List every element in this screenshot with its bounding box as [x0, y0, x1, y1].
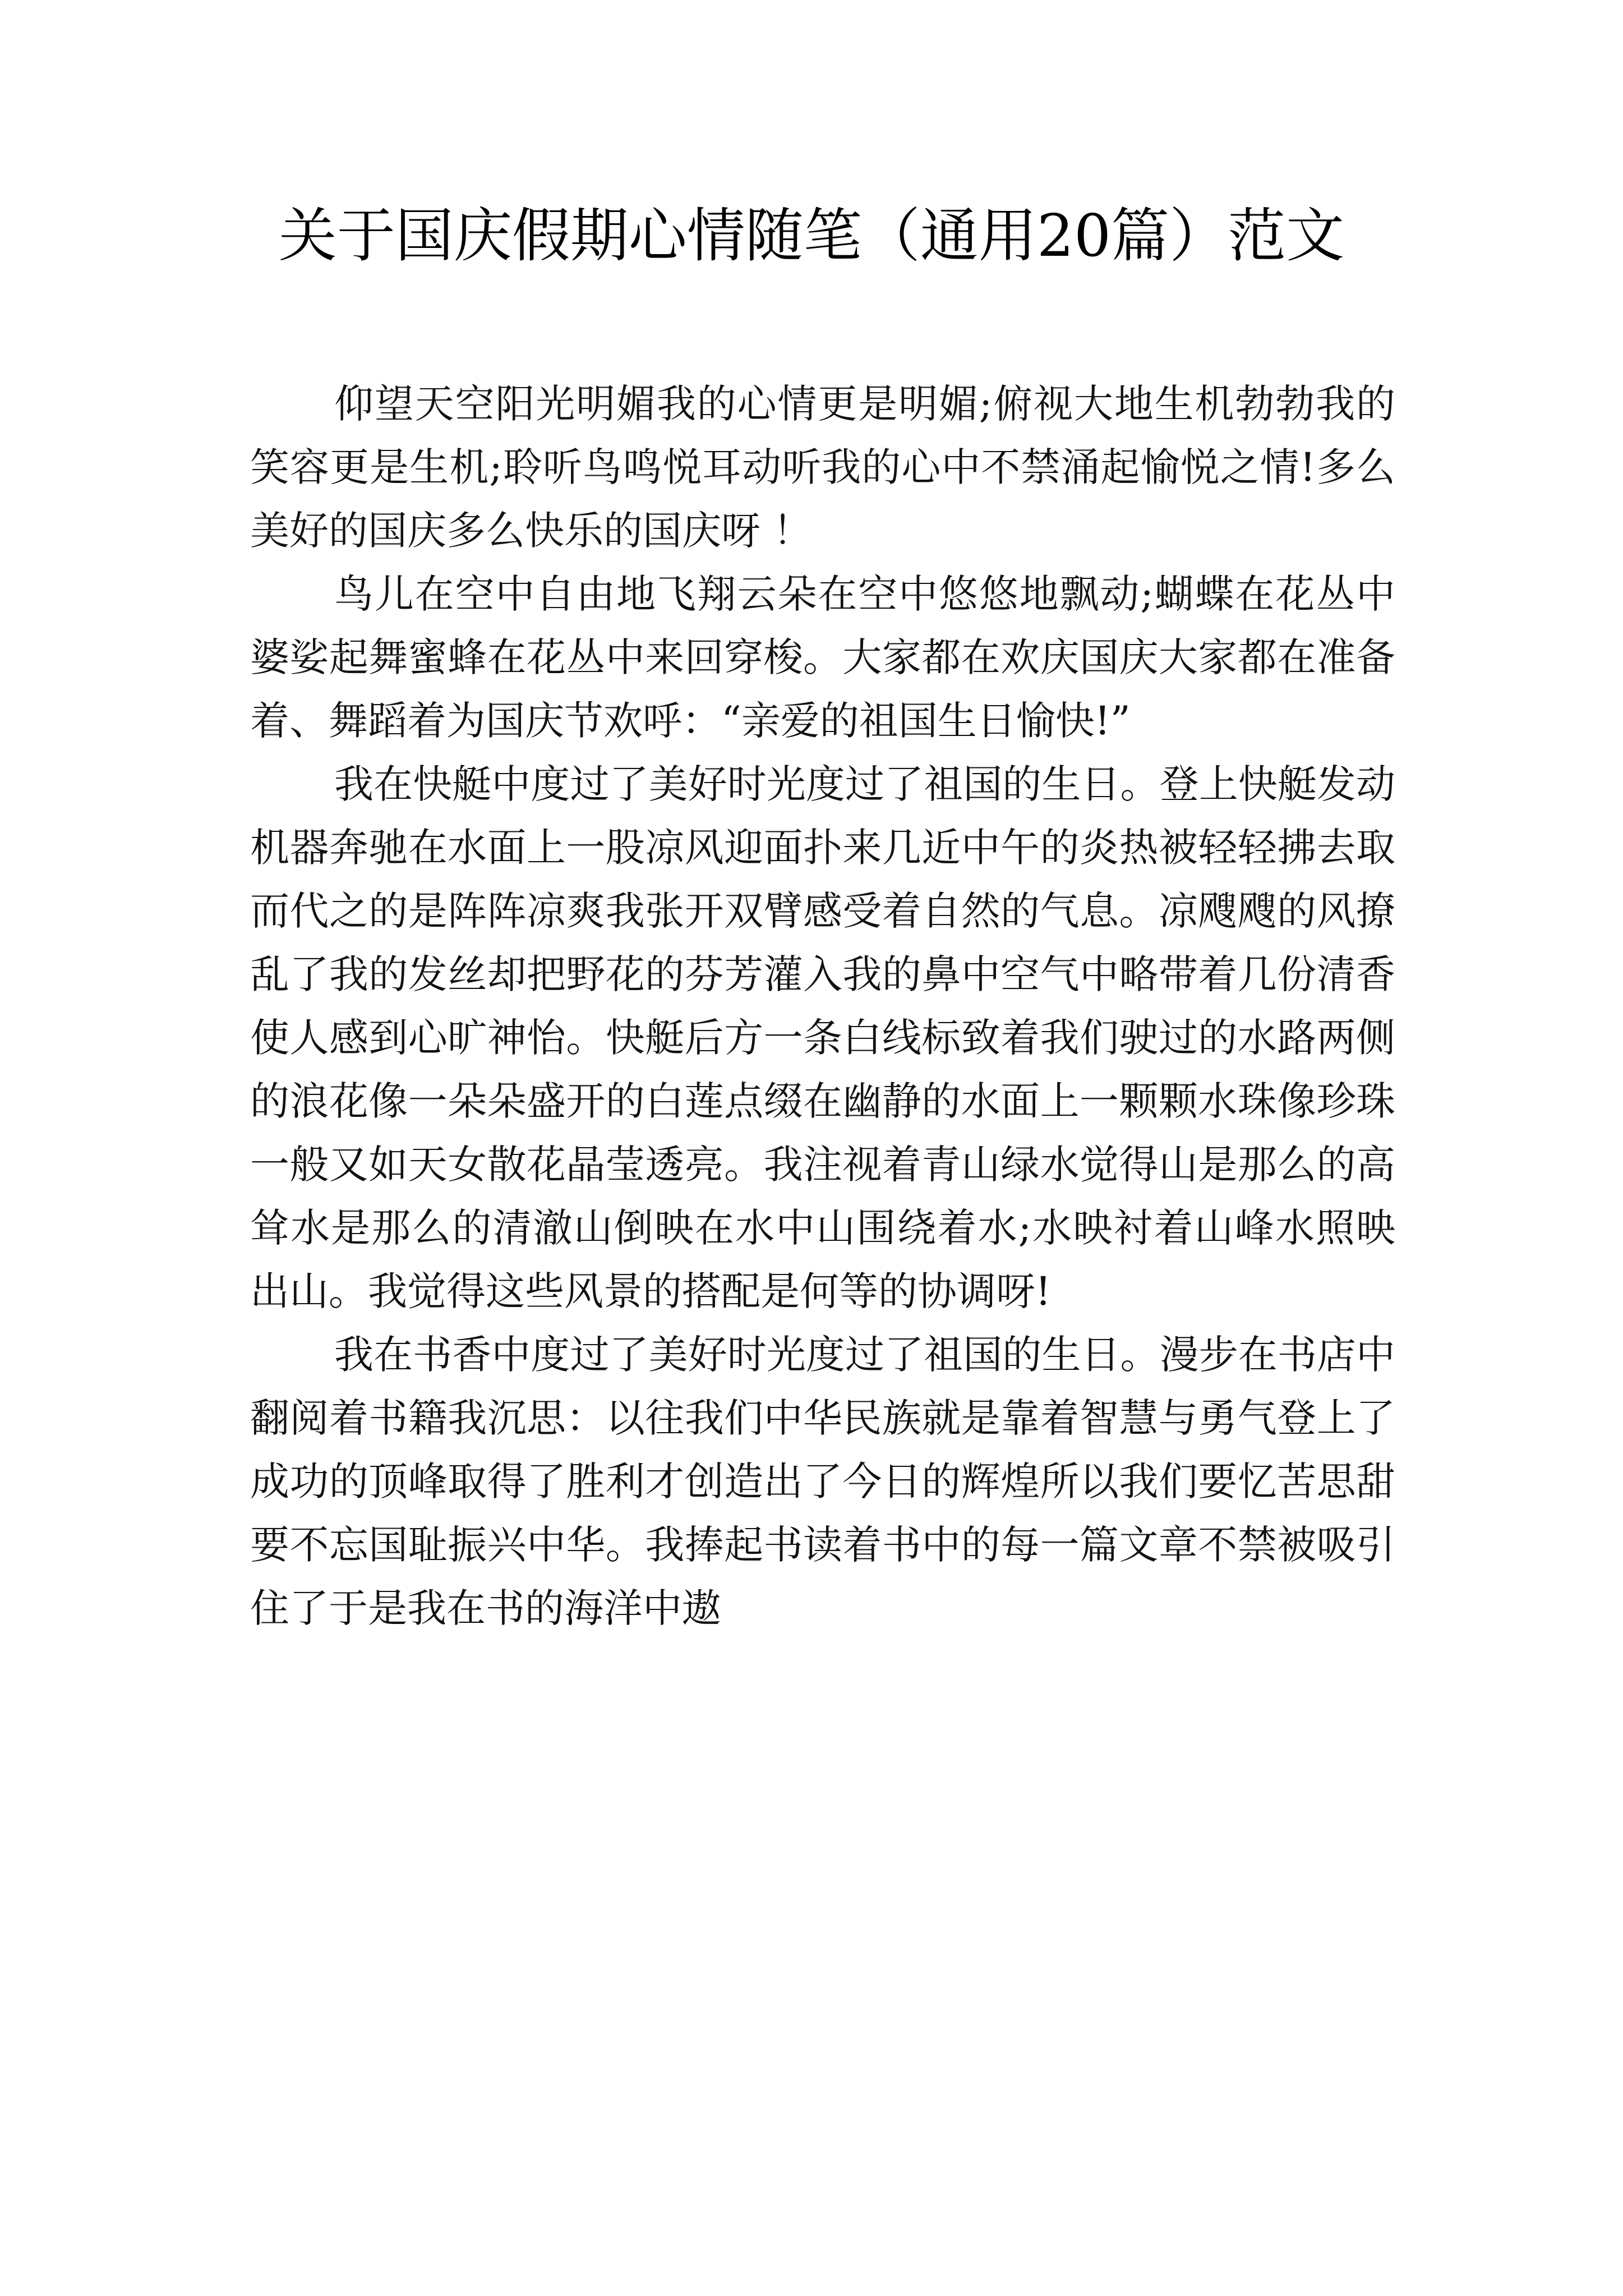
document-body — [250, 372, 1395, 1640]
paragraph-1: 仰望天空阳光明媚我的心情更是明媚;俯视大地生机勃勃我的笑容更是生机;聆听鸟鸣悦耳动听我的心中不禁涌起愉悦之情!多么美好的国庆多么快乐的国庆呀 ！ — [250, 381, 1395, 554]
paragraph-3: 我在快艇中度过了美好时光度过了祖国的生日。登上快艇发动机器奔驰在水面上一股凉风迎面扑来几近中午的炎热被轻轻拂去取而代之的是阵阵凉爽我张开双臂感受着自然的气息。凉飕飕的风撩乱了我的发丝却把野花的芬芳灌入我的鼻中空气中略带着几份清香使人感到心旷神怡。快艇后方一条白线标致着我们驶过的水路两侧的浪花像一朵朵盛开的白莲点缀在幽静的水面上一颗颗水珠像珍珠一般又如天女散花晶莹透亮。我注视着青山绿水觉得山是那么的高耸水是那么的清澈山倒映在水中山围绕着水;水映衬着山峰水照映出山。我觉得这些风景的搭配是何等的协调呀! — [250, 761, 1395, 1314]
document-title: 关于国庆假期心情随笔（通用20篇）范文 — [278, 201, 1345, 270]
paragraph-4: 我在书香中度过了美好时光度过了祖国的生日。漫步在书店中翻阅着书籍我沉思：以往我们中华民族就是靠着智慧与勇气登上了成功的顶峰取得了胜利才创造出了今日的辉煌所以我们要忆苦思甜要不忘国耻振兴中华。我捧起书读着书中的每一篇文章不禁被吸引住了于是我在书的海洋中遨 — [250, 1332, 1395, 1631]
paragraph-2: 鸟儿在空中自由地飞翔云朵在空中悠悠地飘动;蝴蝶在花丛中婆娑起舞蜜蜂在花丛中来回穿梭。大家都在欢庆国庆大家都在准备着、舞蹈着为国庆节欢呼：“亲爱的祖国生日愉快!” — [250, 571, 1395, 744]
